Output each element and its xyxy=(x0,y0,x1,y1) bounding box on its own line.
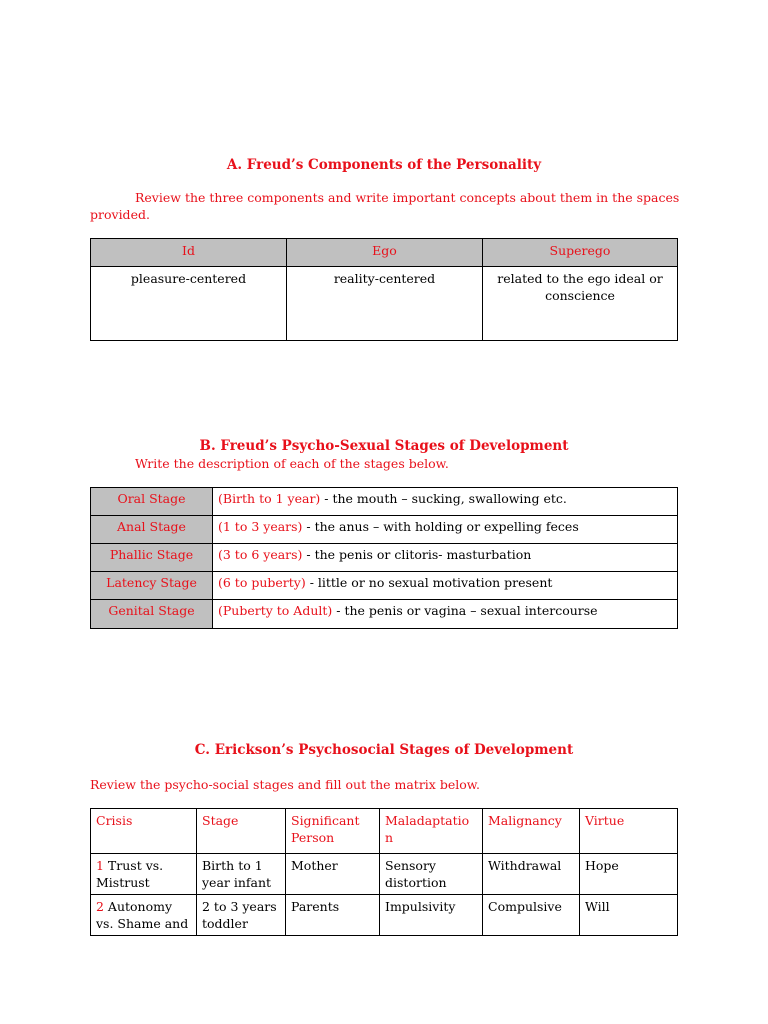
section-a-instruction-line2: provided. xyxy=(90,207,150,222)
stage-description xyxy=(213,516,678,544)
stage-description xyxy=(213,544,678,572)
stage-row xyxy=(91,544,678,572)
maladaptation-cell: Impulsivity xyxy=(380,895,483,936)
section-c-heading: C. Erickson’s Psychosocial Stages of Development xyxy=(194,742,574,758)
header-superego: Superego xyxy=(483,239,678,267)
matrix-row xyxy=(91,895,678,936)
stage-age: (Birth to 1 year) xyxy=(218,491,321,506)
psychosocial-matrix-table xyxy=(90,808,678,936)
stage-cell: Birth to 1 year infant xyxy=(197,854,286,895)
stage-name: Genital Stage xyxy=(91,600,213,629)
header-ego: Ego xyxy=(287,239,483,267)
stage-description xyxy=(213,488,678,516)
crisis-text: Autonomy vs. Shame and xyxy=(96,899,189,931)
crisis-number: 1 xyxy=(96,858,104,873)
stage-name: Phallic Stage xyxy=(91,544,213,572)
personality-components-table xyxy=(90,238,678,341)
stage-cell: 2 to 3 years toddler xyxy=(197,895,286,936)
stage-desc-text: - the mouth – sucking, swallowing etc. xyxy=(320,491,567,506)
malignancy-cell: Compulsive xyxy=(483,895,580,936)
section-a-heading: A. Freud’s Components of the Personality xyxy=(226,157,542,173)
header-malignancy: Malignancy xyxy=(483,809,580,854)
header-crisis: Crisis xyxy=(91,809,197,854)
stage-row xyxy=(91,516,678,544)
crisis-cell xyxy=(91,895,197,936)
section-b-heading: B. Freud’s Psycho-Sexual Stages of Development xyxy=(199,438,569,454)
stage-age: (3 to 6 years) xyxy=(218,547,303,562)
stage-age: (1 to 3 years) xyxy=(218,519,303,534)
header-virtue: Virtue xyxy=(580,809,678,854)
header-id: Id xyxy=(91,239,287,267)
stage-desc-text: - little or no sexual motivation present xyxy=(305,575,553,590)
matrix-row xyxy=(91,854,678,895)
section-c-instruction: Review the psycho-social stages and fill out the matrix below. xyxy=(90,777,480,792)
stage-name: Oral Stage xyxy=(91,488,213,516)
stage-desc-text: - the anus – with holding or expelling feces xyxy=(302,519,579,534)
crisis-number: 2 xyxy=(96,899,104,914)
superego-value: related to the ego ideal or conscience xyxy=(483,267,678,341)
id-value: pleasure-centered xyxy=(91,267,287,341)
crisis-cell xyxy=(91,854,197,895)
psychosexual-stages-table xyxy=(90,487,678,629)
header-stage: Stage xyxy=(197,809,286,854)
header-significant-person: Significant Person xyxy=(286,809,380,854)
stage-name: Anal Stage xyxy=(91,516,213,544)
stage-age: (6 to puberty) xyxy=(218,575,306,590)
maladaptation-cell: Sensory distortion xyxy=(380,854,483,895)
stage-description xyxy=(213,600,678,629)
crisis-text: Trust vs. Mistrust xyxy=(96,858,164,890)
stage-description xyxy=(213,572,678,600)
section-b-instruction: Write the description of each of the stages below. xyxy=(135,456,449,471)
person-cell: Parents xyxy=(286,895,380,936)
ego-value: reality-centered xyxy=(287,267,483,341)
section-a-instruction-line1: Review the three components and write important concepts about them in the spaces xyxy=(135,190,680,205)
stage-row xyxy=(91,600,678,629)
stage-desc-text: - the penis or clitoris- masturbation xyxy=(302,547,532,562)
virtue-cell: Will xyxy=(580,895,678,936)
stage-desc-text: - the penis or vagina – sexual intercourse xyxy=(332,603,598,618)
matrix-header-row xyxy=(91,809,678,854)
malignancy-cell: Withdrawal xyxy=(483,854,580,895)
header-maladaptation: Maladaptation xyxy=(380,809,483,854)
virtue-cell: Hope xyxy=(580,854,678,895)
stage-row xyxy=(91,572,678,600)
person-cell: Mother xyxy=(286,854,380,895)
stage-age: (Puberty to Adult) xyxy=(218,603,333,618)
stage-row xyxy=(91,488,678,516)
stage-name: Latency Stage xyxy=(91,572,213,600)
